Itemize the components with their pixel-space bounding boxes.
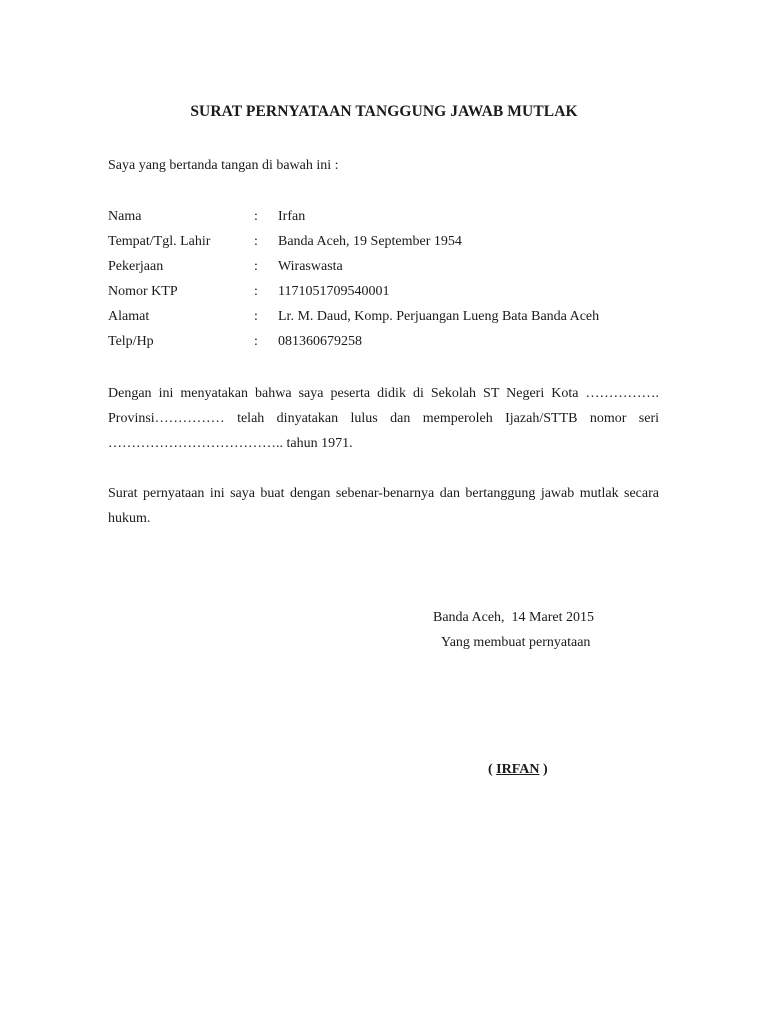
field-row-nomor-ktp bbox=[108, 283, 668, 308]
field-value: 1171051709540001 bbox=[278, 284, 390, 299]
field-colon: : bbox=[254, 234, 258, 249]
field-row-tempat-tgl-lahir bbox=[108, 233, 668, 258]
field-value: Banda Aceh, 19 September 1954 bbox=[278, 234, 462, 249]
signature-name-open: ( bbox=[488, 762, 497, 777]
field-row-alamat bbox=[108, 308, 668, 333]
signature-role: Yang membuat pernyataan bbox=[441, 635, 591, 650]
field-label: Tempat/Tgl. Lahir bbox=[108, 234, 211, 249]
identity-fields bbox=[108, 208, 668, 358]
field-value: Irfan bbox=[278, 209, 306, 224]
field-label: Nama bbox=[108, 209, 142, 224]
field-value: Wiraswasta bbox=[278, 259, 343, 274]
field-row-pekerjaan bbox=[108, 258, 668, 283]
signature-name-text: IRFAN bbox=[496, 762, 540, 777]
document-title: SURAT PERNYATAAN TANGGUNG JAWAB MUTLAK bbox=[190, 103, 578, 120]
field-label: Nomor KTP bbox=[108, 284, 178, 299]
signature-name bbox=[488, 762, 548, 778]
field-label: Pekerjaan bbox=[108, 259, 164, 274]
signature-name-close: ) bbox=[539, 762, 548, 777]
field-label: Telp/Hp bbox=[108, 334, 154, 349]
field-colon: : bbox=[254, 334, 258, 349]
field-colon: : bbox=[254, 284, 258, 299]
field-value: Lr. M. Daud, Komp. Perjuangan Lueng Bata Banda Aceh bbox=[278, 309, 600, 324]
field-label: Alamat bbox=[108, 309, 150, 324]
closing-paragraph: Surat pernyataan ini saya buat dengan sebenar-benarnya dan bertanggung jawab mutlak secara hukum. bbox=[108, 486, 659, 526]
intro-text: Saya yang bertanda tangan di bawah ini : bbox=[108, 158, 339, 173]
field-colon: : bbox=[254, 309, 258, 324]
field-row-nama bbox=[108, 208, 668, 233]
signature-place-date: Banda Aceh, 14 Maret 2015 bbox=[433, 610, 594, 625]
field-row-telp-hp bbox=[108, 333, 668, 358]
field-colon: : bbox=[254, 259, 258, 274]
field-colon: : bbox=[254, 209, 258, 224]
field-value: 081360679258 bbox=[278, 334, 362, 349]
statement-paragraph: Dengan ini menyatakan bahwa saya peserta didik di Sekolah ST Negeri Kota ……………. Provinsi…………… telah dinyatakan lulus dan memperoleh Ijazah/STTB nomor seri ……………………………….. tahun 1971. bbox=[108, 386, 659, 451]
